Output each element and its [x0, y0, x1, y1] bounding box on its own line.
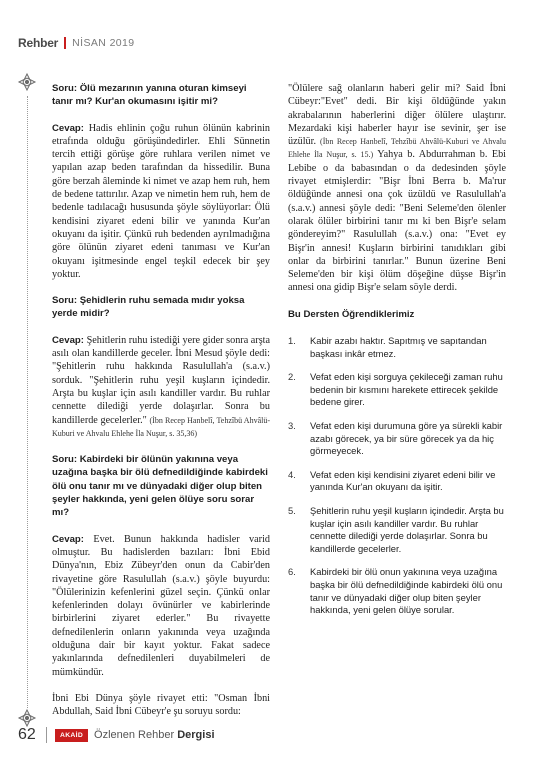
lessons-list [288, 335, 506, 617]
question-1: Soru: Ölü mezarının yanına oturan kimseyi tanır mı? Kur'an okumasını işitir mi? [52, 83, 247, 108]
page-footer [18, 726, 215, 744]
citation: (İbn Recep Hanbelî, Tehzîbü Ahvâlü-Kuburi ve Ahvalu Ehlehe İla Nuşur, s. 15.) [288, 137, 507, 160]
margin-rule [27, 96, 28, 708]
left-column [52, 82, 270, 731]
ornament-bottom-icon [17, 708, 37, 728]
page-header [18, 36, 135, 50]
lesson-item: 4. Vefat eden kişi kendisini ziyaret edeni bilir ve yanında Kur'an okuyanı da işitir. [288, 468, 496, 493]
right-column [288, 82, 506, 628]
lesson-item: 5. Şehitlerin ruhu yeşil kuşların içindedir. Arşta bu kuşlar için asılı kandiller vardır. Bu ruhlar cennette dilediği yerde dolaşırlar. Sonra bu kandillerde gecelerler. [288, 504, 504, 554]
lesson-item: 3. Vefat eden kişi durumuna göre ya sürekli kabir azabı görecek, ya bir süre görecek ya da hiç görmeyecek. [288, 420, 503, 457]
issue-date: NİSAN 2019 [72, 37, 135, 49]
ornament-top-icon [17, 72, 37, 92]
section-tag: AKAİD [55, 729, 88, 742]
page-number: 62 [18, 726, 36, 743]
lesson-item: 2. Vefat eden kişi sorguya çekileceği zaman ruhu bedenin bir kısmını harekete ettirecek şekilde bedene girer. [288, 371, 503, 408]
citation: (İbn Recep Hanbelî, Tehzîbü Ahvâlü-Kuburi ve Ahvalu Ehlehe İla Nuşur, s. 35,36) [52, 415, 271, 438]
answer-3: Cevap: Evet. Bunun hakkında hadisler varid olmuştur. Bu hadislerden bazıları: İbni Ebid Dünya'nın, Ebiz Zübeyr'den onun da Cabir'den rivayetine göre Rasulullah (s.a.v.) şöyle buyurdu: "Ölülerinizin kefenlerini güzel seçin. Çünkü onlar kefenlerinden dolayı övünürler ve kabirlerinde birbirlerini ziyaret ederler." Bu rivayette defnedilenlerin onların yakınında veya uzağında olduğuna dair bir kayıt yoktur. Fakat sadece yakınlarında defnedilenleri duyabilmeleri de mümkündür. [52, 533, 270, 678]
lessons-heading: Bu Dersten Öğrendiklerimiz [288, 308, 415, 320]
lesson-item: 1. Kabir azabı haktır. Sapıtmış ve sapıtandan başkası inkâr etmez. [288, 335, 487, 359]
narration: "Ölülere sağ olanların haberi gelir mi? Said İbni Cübeyr:"Evet" dedi. Bir kişi öldüğünde yakın akrabalarının haberlerini diğer ölülere ulaştırır. Mezardaki kişi haberler hayır ise sevinir, şer ise üzülür. (İbn Recep Hanbelî, Tehzîbü Ahvâlü-Kuburi ve Ahvalu Ehlehe İla Nuşur, s. 15.) Yahya b. Abdurrahman b. Ebi Lebibe o da babasından o da dedesinden şöyle rivayet etmişlerdir: "Bişr İbni Berra b. Ma'rur öldüğünde annesi ona çok üzüldü ve Rasulullah'a (s.a.v.) annesi şöyle dedi: "Beni Seleme'den ölenler olarak ölüler birbirini tanır mı ki ben Bişr'e selam göndereyim?" Rasulullah (s.a.v.) ona: "Evet ey Bişr'in annesi! Kuşların birbirini tanıdıkları gibi onlar da birbirini tanırlar." Bunun üzerine Beni Seleme'den bir kişi ölüm döşeğine düşse Bişr'in annesi ona gidip Bişr'e selam söyle derdi. [288, 83, 507, 294]
header-divider [64, 37, 66, 49]
question-3: Soru: Kabirdeki bir ölünün yakınına veya uzağına başka bir ölü defnedildiğinde kabirdeki ölü onu tanır mı ve dünyadaki diğer olup biten şeyler hakkında, yeni gelen ölüye soru sorar mı? [52, 454, 268, 519]
answer-1: Cevap: Hadis ehlinin çoğu ruhun ölünün kabrinin etrafında olduğu görüşündedirler. Ehli Sünnetin tercih ettiği görüşe göre ruhlara verilen nimet ve yapılan azap beden tarafından da hissedilir. Buna göre berzah âleminde ki nimet ve azap hem ruh, hem de bedene tattırılır. Azap ve nimetin hem ruh, hem de bedenle tadılacağı hususunda şöyle söylüyorlar: Ölü kendisini ziyaret edeni bilir ve yanında Kur'an okuyanı da işitir. Çünkü ruh bedenden ayrılmadığına göre ölünün ziyaret edeni tanıması ve Kur'an okuyanı işitmesinde engel teşkil edecek bir şey yoktur. [52, 122, 270, 280]
lesson-item: 6. Kabirdeki bir ölü onun yakınına veya uzağına başka bir ölü defnedildiğinde kabirdeki ölü onu tanır ve dünyadaki diğer olup biten şeyler hakkında, yeni gelen ölüye sorular. [288, 566, 503, 616]
brand-logo: Rehber [18, 36, 59, 50]
answer-3-continued: İbni Ebi Dünya şöyle rivayet etti: "Osman İbni Abdullah, Said İbni Cübeyr'e şu soruyu sordu: [52, 692, 270, 718]
footer-divider [46, 727, 47, 743]
magazine-name: Özlenen Rehber Dergisi [94, 729, 215, 741]
answer-2: Cevap: Şehitlerin ruhu istediği yere gider sonra arşta asılı olan kandillerde geceler. İbni Mesud şöyle dedi: "Şehitlerin ruhu hakkında Rasulullah'a (s.a.v.) sorduk. "Şehitlerin ruhu yeşil kuşların içindedir. Arşta bu kuşlar için asılı kandiller vardır. Bu ruhlar cennette dilediği yerde dolaşırlar. Sonra bu kandillerde gecelerler." (İbn Recep Hanbelî, Tehzîbü Ahvâlü-Kuburi ve Ahvalu Ehlehe İla Nuşur, s. 35,36) [52, 334, 271, 438]
question-2: Soru: Şehidlerin ruhu semada mıdır yoksa yerde midir? [52, 295, 245, 320]
